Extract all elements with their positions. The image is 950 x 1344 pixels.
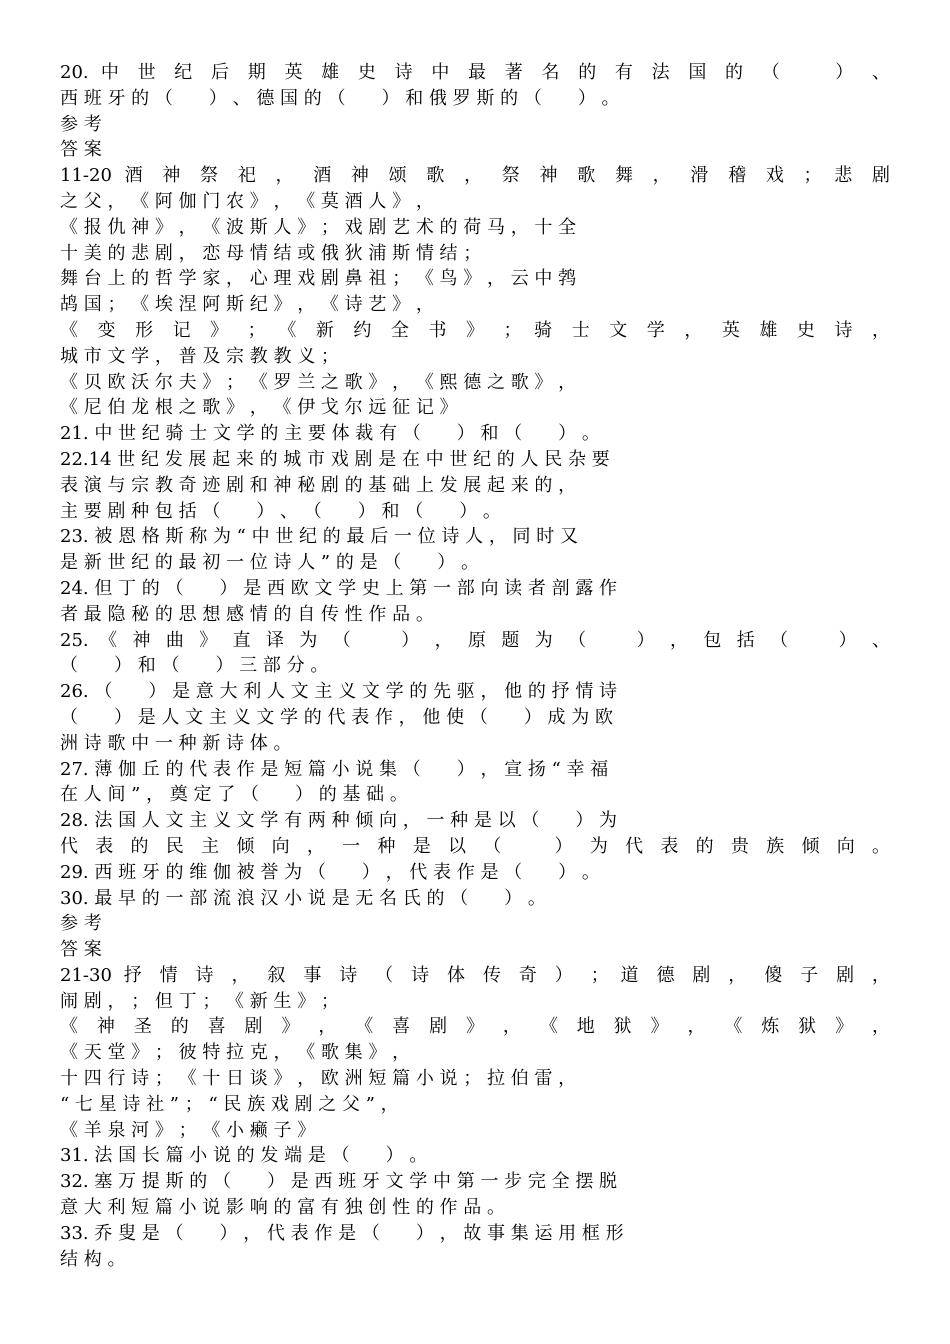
text-line: 《 贝 欧 沃 尔 夫 》 ； 《 罗 兰 之 歌 》 ， 《 熙 德 之 歌 》 ， (60, 371, 577, 393)
text-line: 《 羊 泉 河 》 ； 《 小 癞 子 》 (60, 1119, 316, 1141)
text-line: 参 考 (60, 913, 102, 935)
text-line: 答 案 (60, 139, 102, 161)
text-line: 结 构 。 (60, 1248, 126, 1270)
text-line: 十 四 行 诗 ； 《 十 日 谈 》 ， 欧 洲 短 篇 小 说 ； 拉 伯 雷 ， (60, 1068, 577, 1090)
text-line: 20. 中 世 纪 后 期 英 雄 史 诗 中 最 著 名 的 有 法 国 的 （ ） 、 (60, 62, 890, 83)
text-line: 21-30 抒 情 诗 ， 叙 事 诗 （ 诗 体 传 奇 ） ； 道 德 剧 ， 傻 子 剧 ， (60, 964, 890, 986)
text-line: 30. 最 早 的 一 部 流 浪 汉 小 说 是 无 名 氏 的 （ ） 。 (60, 887, 546, 909)
text-line: 洲 诗 歌 中 一 种 新 诗 体 。 (60, 732, 292, 754)
text-line: 《 变 形 记 》 ； 《 新 约 全 书 》 ； 骑 士 文 学 ， 英 雄 史 诗 ， (60, 319, 890, 341)
text-line: 24. 但 丁 的 （ ） 是 西 欧 文 学 史 上 第 一 部 向 读 者 剖 露 作 (60, 577, 618, 599)
document-page (60, 60, 890, 1272)
text-line: （ ） 和 （ ） 三 部 分 。 (60, 655, 329, 677)
text-line: 是 新 世 纪 的 最 初 一 位 诗 人 ” 的 是 （ ） 。 (60, 552, 480, 574)
text-line: 舞 台 上 的 哲 学 家 ， 心 理 戏 剧 鼻 祖 ； 《 鸟 》 ， 云 中 鹁 (60, 268, 577, 290)
text-line: 25. 《 神 曲 》 直 译 为 （ ） ， 原 题 为 （ ） ， 包 括 （ ） 、 (60, 629, 890, 651)
text-line: 33. 乔 叟 是 （ ） ， 代 表 作 是 （ ） ， 故 事 集 运 用 框 形 (60, 1222, 624, 1244)
text-line: 26. （ ） 是 意 大 利 人 文 主 义 文 学 的 先 驱 ， 他 的 抒 情 诗 (60, 681, 618, 703)
text-line: 23. 被 恩 格 斯 称 为 “ 中 世 纪 的 最 后 一 位 诗 人 ， 同 时 又 (60, 526, 578, 548)
text-line: （ ） 是 人 文 主 义 文 学 的 代 表 作 ， 他 使 （ ） 成 为 欧 (60, 706, 613, 728)
text-line: 29. 西 班 牙 的 维 伽 被 誉 为 （ ） ， 代 表 作 是 （ ） 。 (60, 861, 600, 883)
text-line: 11-20 酒 神 祭 祀 ， 酒 神 颂 歌 ， 祭 神 歌 舞 ， 滑 稽 戏 ； 悲 剧 (60, 165, 890, 187)
text-line: 主 要 剧 种 包 括 （ ） 、 （ ） 和 （ ） 。 (60, 500, 501, 522)
text-line: 22.14 世 纪 发 展 起 来 的 城 市 戏 剧 是 在 中 世 纪 的 人 民 杂 要 (60, 448, 610, 470)
text-line: 者 最 隐 秘 的 思 想 感 情 的 自 传 性 作 品 。 (60, 603, 434, 625)
text-line: 在 人 间 ” ， 奠 定 了 （ ） 的 基 础 。 (60, 784, 408, 806)
text-line: 答 案 (60, 939, 102, 961)
text-line: 《 神 圣 的 喜 剧 》 ， 《 喜 剧 》 ， 《 地 狱 》 ， 《 炼 狱 》 ， (60, 1016, 890, 1038)
text-line: 28. 法 国 人 文 主 义 文 学 有 两 种 倾 向 ， 一 种 是 以 （ ） 为 (60, 810, 618, 832)
text-line: 《 天 堂 》 ； 彼 特 拉 克 ， 《 歌 集 》 ， (60, 1042, 411, 1064)
text-line: 表 演 与 宗 教 奇 迹 剧 和 神 秘 剧 的 基 础 上 发 展 起 来 的 ， (60, 474, 577, 496)
text-line: 《 尼 伯 龙 根 之 歌 》 ， 《 伊 戈 尔 远 征 记 》 (60, 397, 458, 419)
text-line: 32. 塞 万 提 斯 的 （ ） 是 西 班 牙 文 学 中 第 一 步 完 全 摆 脱 (60, 1171, 618, 1193)
text-line: 十 美 的 悲 剧 ， 恋 母 情 结 或 俄 狄 浦 斯 情 结 ； (60, 242, 482, 264)
text-line: 27. 薄 伽 丘 的 代 表 作 是 短 篇 小 说 集 （ ） ， 宣 扬 “ 幸 福 (60, 758, 609, 780)
text-line: 意 大 利 短 篇 小 说 影 响 的 富 有 独 创 性 的 作 品 。 (60, 1197, 505, 1219)
text-line: 《 报 仇 神 》 ， 《 波 斯 人 》 ； 戏 剧 艺 术 的 荷 马 ， 十 全 (60, 216, 577, 238)
text-line: 之 父 ， 《 阿 伽 门 农 》 ， 《 莫 酒 人 》 ， (60, 190, 434, 212)
text-line: 21. 中 世 纪 骑 士 文 学 的 主 要 体 裁 有 （ ） 和 （ ） 。 (60, 423, 600, 445)
text-line: 西 班 牙 的 （ ） 、 德 国 的 （ ） 和 俄 罗 斯 的 （ ） 。 (60, 87, 620, 109)
text-line: 代 表 的 民 主 倾 向 ， 一 种 是 以 （ ） 为 代 表 的 贵 族 倾 向 。 (60, 835, 890, 857)
text-line: “ 七 星 诗 社 ” ； “ 民 族 戏 剧 之 父 ” ， (60, 1093, 399, 1115)
text-line: 参 考 (60, 113, 102, 135)
text-line: 闹 剧 ， ； 但 丁 ； 《 新 生 》 ； (60, 990, 339, 1012)
text-line: 31. 法 国 长 篇 小 说 的 发 端 是 （ ） 。 (60, 1145, 428, 1167)
text-line: 鸪 国 ； 《 埃 涅 阿 斯 纪 》 ， 《 诗 艺 》 ， (60, 294, 434, 316)
text-line: 城 市 文 学 ， 普 及 宗 教 教 义 ； (60, 345, 339, 367)
